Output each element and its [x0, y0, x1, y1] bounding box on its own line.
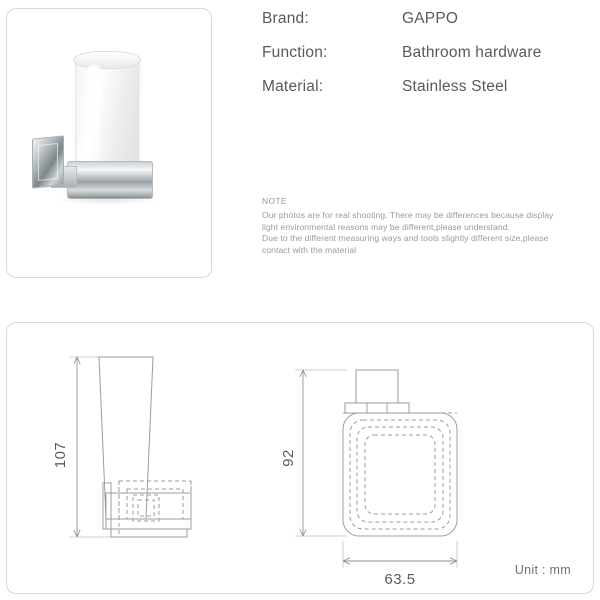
specification-list	[262, 10, 592, 112]
note-line: Our photos are for real shooting. There may be differences because display	[262, 210, 554, 220]
note-title: NOTE	[262, 196, 287, 206]
note-line: Due to the different measuring ways and tools slightly different size,please	[262, 233, 549, 243]
technical-drawing-frame	[6, 322, 594, 594]
note-block	[262, 196, 596, 256]
front-view-extension-lines	[69, 357, 127, 537]
spec-row-function	[262, 44, 592, 62]
side-view-height-dimension	[300, 370, 306, 536]
note-line: contact with the material	[262, 244, 357, 255]
spec-value-material: Stainless Steel	[402, 78, 508, 95]
technical-drawing	[7, 323, 593, 593]
front-view-wall-plate	[103, 483, 111, 529]
glass-tumbler-rim-icon	[73, 51, 141, 69]
spec-label-material: Material:	[262, 78, 324, 95]
front-view-tumbler	[99, 357, 153, 519]
spec-label-function: Function:	[262, 44, 328, 61]
holder-ring-icon	[67, 161, 153, 199]
spec-value-function: Bathroom hardware	[402, 44, 542, 61]
side-view-width-text: 63.5	[384, 571, 416, 588]
side-view-hidden-lines	[343, 413, 457, 529]
front-view-height-text: 107	[52, 441, 69, 469]
side-view-body	[343, 413, 457, 536]
side-view-stem	[367, 403, 387, 413]
wall-plate-bevel-icon	[38, 143, 58, 181]
side-view-height-text: 92	[280, 449, 297, 467]
spec-row-brand	[262, 10, 592, 28]
product-photo-frame	[6, 8, 212, 278]
photo-shadow	[55, 195, 159, 205]
unit-label: Unit : mm	[514, 563, 571, 577]
side-view-tumbler-top	[345, 370, 409, 413]
product-photo	[7, 9, 211, 277]
side-view-width-dimension	[343, 558, 457, 564]
glass-highlight-icon	[87, 65, 101, 169]
note-line: light environmental reasons may be different,please understand.	[262, 221, 511, 232]
front-view-height-dimension	[74, 357, 80, 537]
spec-value-brand: GAPPO	[402, 10, 459, 27]
spec-row-material	[262, 78, 592, 96]
side-view-extension-lines	[295, 370, 457, 568]
spec-label-brand: Brand:	[262, 10, 309, 27]
